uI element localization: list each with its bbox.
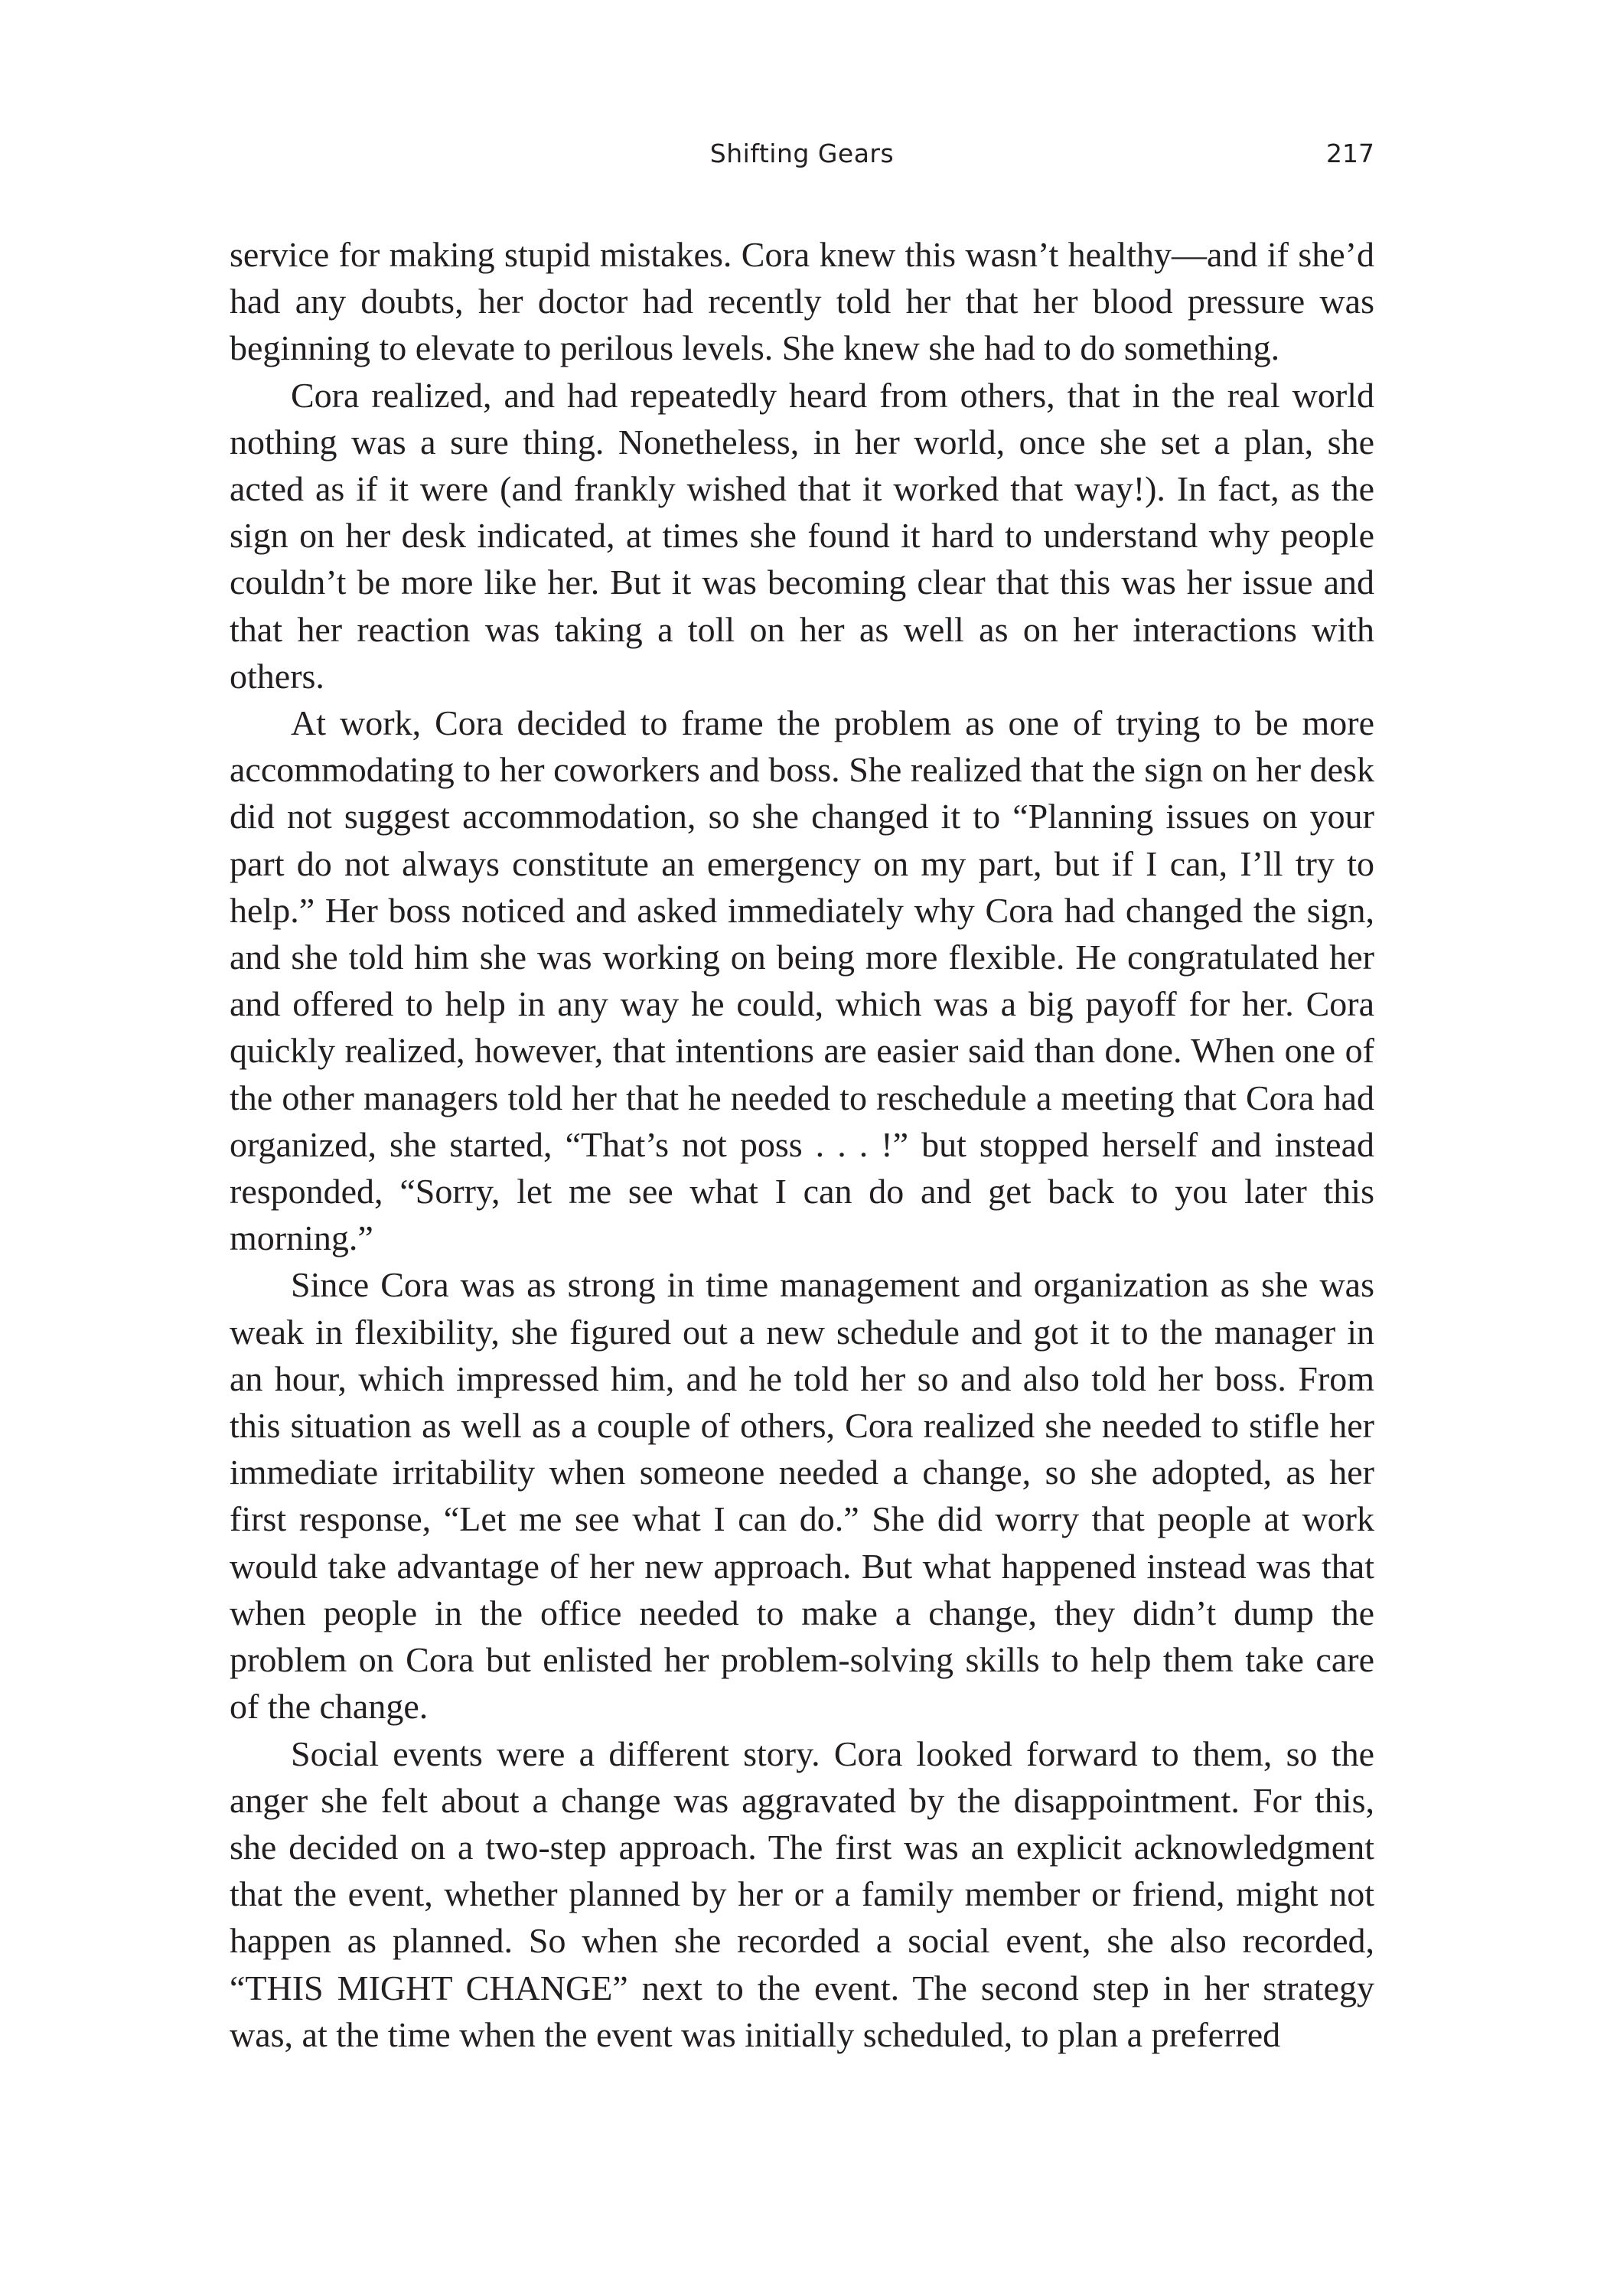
paragraph: Social events were a different story. Cora looked forward to them, so the anger she felt about a change was aggravated by the disappointment. For this, she decided on a two-step approach. The first was an explicit acknowledgment that the event, whether planned by her or a family member or friend, might not happen as planned. So when she recorded a social event, she also recorded, “THIS MIGHT CHANGE” next to the event. The second step in her strategy was, at the time when the event was initially scheduled, to plan a preferred [230,1733,1374,2054]
page-number: 217 [1326,139,1374,168]
body-text [230,231,1374,2058]
paragraph-continued: service for making stupid mistakes. Cora knew this wasn’t healthy—and if she’d had any doubts, her doctor had recently told her that her blood pressure was beginning to elevate to perilous levels. She knew she had to do something. [230,235,1374,368]
running-head [230,135,1374,173]
running-title: Shifting Gears [709,139,895,168]
paragraph: Since Cora was as strong in time management and organization as she was weak in flexibility, she figured out a new schedule and got it to the manager in an hour, which impressed him, and he told her so and also told her boss. From this situation as well as a couple of others, Cora realized she needed to stifle her immediate irritability when someone needed a change, so she adopted, as her first response, “Let me see what I can do.” She did worry that people at work would take advantage of her new approach. But what happened instead was that when people in the office needed to make a change, they didn’t dump the problem on Cora but enlisted her problem-solving skills to help them take care of the change. [230,1265,1374,1727]
paragraph: At work, Cora decided to frame the problem as one of trying to be more accommodating to her coworkers and boss. She realized that the sign on her desk did not suggest accommodation, so she changed it to “Planning issues on your part do not always constitute an emergency on my part, but if I can, I’ll try to help.” Her boss noticed and asked immediately why Cora had changed the sign, and she told him she was working on being more flexible. He congratulated her and offered to help in any way he could, which was a big payoff for her. Cora quickly realized, however, that intentions are easier said than done. When one of the other managers told her that he needed to reschedule a meeting that Cora had organized, she started, “That’s not poss . . . !” but stopped herself and instead responded, “Sorry, let me see what I can do and get back to you later this morning.” [230,703,1374,1258]
paragraph: Cora realized, and had repeatedly heard from others, that in the real world nothing was a sure thing. Nonetheless, in her world, once she set a plan, she acted as if it were (and frankly wished that it worked that way!). In fact, as the sign on her desk indicated, at times she found it hard to understand why people couldn’t be more like her. But it was becoming clear that this was her issue and that her reaction was taking a toll on her as well as on her interactions with others. [230,375,1374,696]
